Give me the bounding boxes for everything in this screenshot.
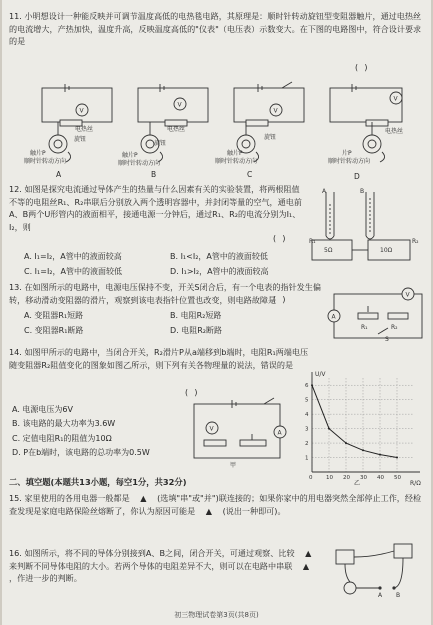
x-tick-label-5: 50 [394,475,401,481]
question-13-option-d[interactable]: D. 电阻R₂断路 [170,326,223,335]
question-12-option-d[interactable]: D. I₁>I₂，A管中的液面较高 [170,267,269,276]
circuit-b-knob-label: 旋钮 [154,140,167,147]
data-point-5 [396,457,398,459]
question-13-option-c[interactable]: C. 变阻器R₁断路 [24,326,84,335]
svg-text:V: V [79,107,84,115]
q13-r1-label: R₁ [361,324,368,331]
u-tube-b-label: B [360,188,365,195]
circuit-c-slider-label: 触片P [227,150,243,157]
figure-a-caption: 甲 [230,462,237,469]
q13-switch-label: S [385,336,389,343]
series-line [312,385,397,457]
x-tick-label-4: 40 [377,475,384,481]
x-axis-label: R/Ω [410,480,421,487]
data-point-2 [345,442,347,444]
circuit-a-heater-label: 电热丝 [75,126,94,133]
x-tick-label-2: 20 [343,475,350,481]
svg-text:V: V [209,425,214,433]
y-tick-label-2: 3 [305,426,309,433]
question-16-text-c: ，作进一步的判断。 [9,573,82,584]
y-tick-label-3: 4 [305,412,309,419]
question-12-option-a[interactable]: A. I₁=I₂，A管中的液面较高 [24,252,122,261]
question-15-text-a: 15. 家里使用的各用电器一般都是 [9,493,130,503]
circuit-a-direction-label: 顺时针转动方向 [24,158,67,165]
question-16-blank-2[interactable]: ▲ [302,560,310,571]
question-12-answer-paren[interactable]: ( ) [272,234,287,243]
y-tick-label-0: 1 [305,455,309,462]
svg-text:V: V [273,107,278,115]
circuit-a [42,84,112,162]
resistor-r2-value: 10Ω [380,247,393,254]
question-14-text: 14. 如图甲所示的电路中，当闭合开关，R₂滑片P从a端移到b端时，电阻R₁两端电压随变阻器R₂阻值变化的图象如图乙所示，则下列有关各物理量的说法，错误的是 [9,347,309,370]
question-13-text: 13. 在如图所示的电路中，电源电压保持不变，开关S闭合后，有一个电表的指针发生偏转，移动滑动变阻器的滑片，观察到该电表指针位置也改变，则电路故障是 [9,282,321,305]
x-tick-label-1: 10 [326,475,333,481]
circuit-a-slider-label: 触片P [30,150,46,157]
option-c-label[interactable]: C [247,170,253,179]
question-16-apparatus [328,540,424,604]
circuit-b-slider-label: 触片P [122,152,138,159]
terminal-a-label: A [378,592,383,599]
data-point-4 [379,454,381,456]
data-point-0 [311,384,313,386]
circuit-d-heater-label: 电热丝 [385,128,404,135]
option-d-label[interactable]: D [354,172,360,181]
question-12-text: 12. 如图是探究电流通过导体产生的热量与什么因素有关的实验装置，将两根阻值不等的电阻丝R₁、R₂串联后分别放入两个透明容器中，并封闭等量的空气，通电前A、B两个U形管内的液面相平，接通电源一分钟后，通过R₁、R₂的电流分别为I₁、I₂，则 [9,184,302,232]
circuit-d [330,84,402,162]
x-tick-label-0: 0 [309,475,313,481]
circuit-d-direction-label: 顺时针转动方向 [328,158,371,165]
question-15-text-b: (选填"串"或"并")联连接的；如果你家中的用电器突然全部停止工作，经检查发现是家庭电路保险丝熔断了，你认为原因可能是 [9,493,422,516]
question-16-text-a: 16. 如图所示，将不同的导体分别接到A、B之间，闭合开关，可通过观察、比较 [9,548,295,558]
question-14-answer-paren[interactable]: ( ) [184,388,199,397]
question-13-option-b[interactable]: B. 电阻R₂短路 [170,311,222,320]
question-13-answer-paren[interactable]: ( ) [272,295,287,304]
resistor-r1-label: R₁ [309,238,316,245]
question-14-option-b[interactable]: B. 该电路的最大功率为3.6W [12,419,116,428]
question-15-blank-1[interactable]: ▲ [140,493,147,503]
svg-text:V: V [405,291,410,299]
question-12-option-c[interactable]: C. I₁=I₂，A管中的液面较低 [24,267,122,276]
svg-text:A: A [331,313,336,321]
question-13-circuit [328,288,428,344]
section-2-heading: 二、填空题(本题共13小题，每空1分，共32分) [9,477,187,487]
question-15-blank-2[interactable]: ▲ [205,505,212,516]
question-11-answer-paren[interactable]: ( ) [354,63,369,72]
question-13-option-a[interactable]: A. 变阻器R₁短路 [24,311,84,320]
x-tick-label-3: 30 [360,475,367,481]
question-14 [9,346,313,371]
resistor-r2-label: R₂ [412,238,419,245]
resistor-r1-value: 5Ω [324,247,333,254]
question-14-circuit-diagram [180,398,290,472]
question-15-text-c: (说出一种即可)。 [222,505,286,516]
question-11-text: 11. 小明想设计一种能反映并可调节温度高低的电热毯电路，其原理是：顺时针转动旋钮型变阻器触片，通过电热丝的电流增大，产热加快，温度升高，反映温度高低的"仪表"（电压表）示数变大。在下图的电路图中，符合设计要求的是 [9,11,422,47]
svg-text:V: V [177,101,182,109]
y-axis-label: U/V [315,371,326,378]
circuit-b [138,84,208,162]
circuit-c-direction-label: 顺时针转动方向 [215,158,258,165]
circuit-c-knob-label: 旋钮 [264,134,277,141]
question-16-blank-1[interactable]: ▲ [305,548,312,558]
question-12-option-b[interactable]: B. I₁<I₂，A管中的液面较低 [170,252,268,261]
page-footer: 初三物理试卷第3页(共8页) [174,611,259,619]
circuit-a-knob-label: 旋钮 [74,136,87,143]
voltage-resistance-chart [296,368,426,488]
circuit-d-slider-label: 片P [342,150,352,157]
question-14-option-d[interactable]: D. P在b端时，该电路的总功率为0.5W [12,448,150,457]
terminal-b-label: B [396,592,401,599]
y-tick-label-1: 2 [305,441,309,448]
circuit-b-direction-label: 顺时针转动方向 [118,160,161,167]
y-tick-label-4: 5 [305,397,309,404]
figure-b-caption: 乙 [354,480,361,487]
y-tick-label-5: 6 [305,383,309,390]
question-12 [9,183,303,233]
data-point-3 [362,449,364,451]
question-16 [9,547,321,585]
svg-text:A: A [277,429,282,437]
circuit-b-heater-label: 电热丝 [167,126,186,133]
option-b-label[interactable]: B [151,170,157,179]
question-15 [9,492,425,517]
data-point-1 [328,428,330,430]
question-14-option-c[interactable]: C. 定值电阻R₁的阻值为10Ω [12,434,112,443]
question-16-text-b: 来判断不同导体电阻的大小。若两个导体的电阻差异不大，则可以在电路中串联 [9,560,293,571]
q13-r2-label: R₂ [391,324,398,331]
circuit-c [234,82,304,162]
question-11-circuits [20,80,420,190]
svg-text:V: V [393,95,398,103]
exam-page [2,0,431,625]
u-tube-a-label: A [322,188,327,195]
option-a-label[interactable]: A [56,170,62,179]
question-14-option-a[interactable]: A. 电源电压为6V [12,405,73,414]
